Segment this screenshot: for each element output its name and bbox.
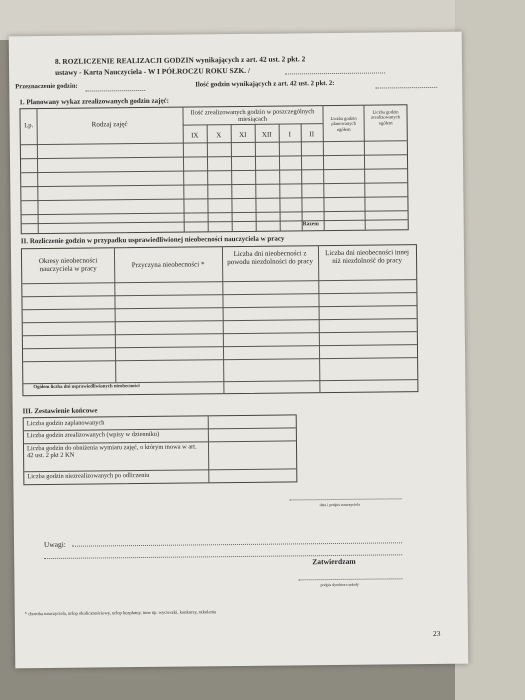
col-days-sick: Liczba dni nieobecności z powodu niezdolności do pracy [227,249,313,267]
approved-label: Zatwierdzam [312,556,356,567]
summary-row-realized: Liczba godzin zrealizowanych (wpisy w dzienniku) [26,430,160,440]
section-1-title: 1. Planowany wykaz zrealizowanych godzin zajęć: [19,96,170,107]
plan-dots [85,90,145,92]
month-i: I [288,130,291,139]
summary-row-planned: Liczba godzin zaplanowanych [26,419,105,428]
header-line-2: ustawy - Karta Nauczyciela - W I PÓŁROCZU ROKU SZK. / [55,65,251,77]
summary-table [23,414,298,485]
due-hours-dots [375,87,437,89]
remarks-label: Uwagi: [43,539,66,550]
document-page [9,32,469,669]
total-label-2: Ogółem liczba dni usprawiedliwionych nieobecności [33,384,140,391]
teacher-signature-line [290,498,402,500]
col-planned: Liczba godzin planowanych ogółem [330,115,357,132]
month-ix: IX [191,131,199,140]
remarks-line-1 [72,542,402,546]
section-2-title: II. Rozliczenie godzin w przypadku usprawiedliwionej nieobecności nauczyciela w pracy [20,234,285,246]
month-xi: XI [239,130,247,139]
page-number: 23 [432,628,441,638]
col-months-group: Ilość zrealizowanych godzin w poszczególnych miesiącach [190,108,315,124]
col-days-other: Liczba dni nieobecności innej niż niezdolność do pracy [325,248,409,266]
col-absence-reason: Przyczyna nieobecności * [131,260,205,270]
month-ii: II [309,130,315,139]
summary-row-unrealized: Liczba godzin niezrealizowanych po odliczeniu [27,471,150,481]
director-signature-line [298,578,402,580]
month-xii: XII [261,130,272,139]
director-signature-caption: podpis dyrektora szkoły [320,581,359,588]
footnote: * choroba nauczyciela, urlop okolicznościowy, urlop bezpłatny, inne np. wycieczki, konkursy, szkolenia [24,609,217,617]
section-3-title: III. Zestawienie końcowe [22,406,98,416]
col-lp: Lp. [24,122,34,130]
absence-table [21,244,419,396]
total-label-1: Razem [302,221,319,228]
summary-row-reduction: Liczba godzin do obniżenia wymiaru zajęć, o którym mowa w art. 42 ust. 2 pkt 2 KN [26,443,197,460]
month-x: X [216,131,222,140]
hours-table [19,104,408,234]
col-unrealized: Liczba godzin zrealizowanych ogółem [371,109,401,126]
year-dots [285,72,385,74]
col-activity-type: Rodzaj zajęć [91,120,128,129]
plan-label: Przeznaczenie godzin: [15,82,78,91]
due-hours-label: Ilość godzin wynikających z art. 42 ust. 2 pkt. 2: [195,79,335,89]
teacher-signature-caption: data i podpis nauczyciela [319,501,360,508]
col-absence-periods: Okresy nieobecności nauczyciela w pracy [38,256,98,274]
header-line-1: 8. ROZLICZENIE REALIZACJI GODZIN wynikających z art. 42 ust. 2 pkt. 2 [54,54,306,66]
